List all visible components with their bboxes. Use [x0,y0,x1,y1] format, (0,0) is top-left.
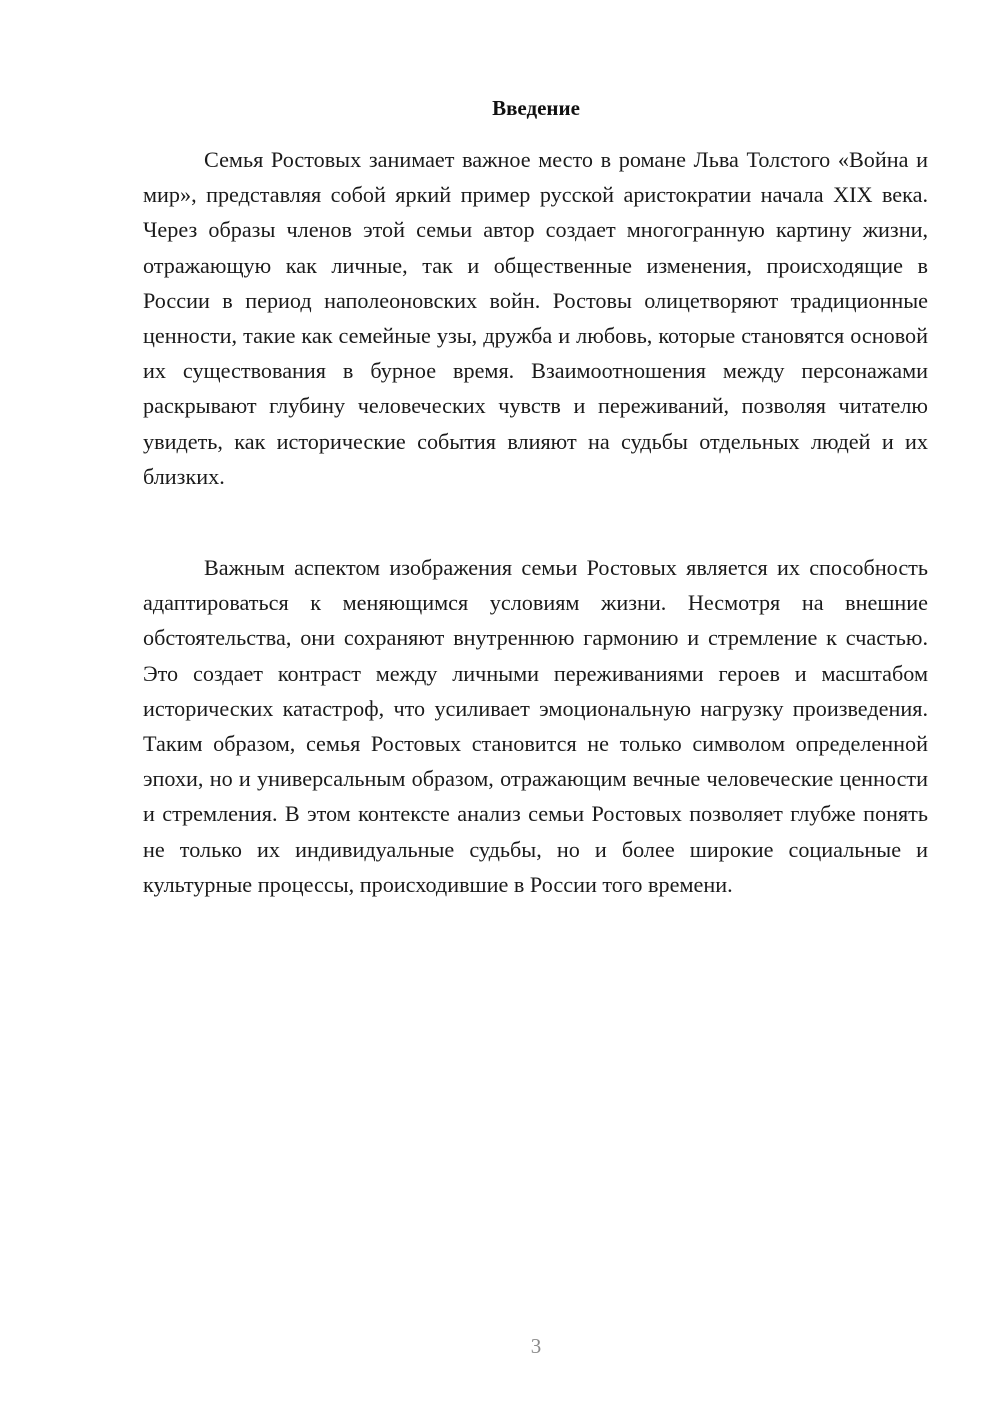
paragraph-2: Важным аспектом изображения семьи Ростовых является их способность адаптироваться к меняющимся условиям жизни. Несмотря на внешние обстоятельства, они сохраняют внутреннюю гармонию и стремление к счастью. Это создает контраст между личными переживаниями героев и масштабом исторических катастроф, что усиливает эмоциональную нагрузку произведения. Таким образом, семья Ростовых становится не только символом определенной эпохи, но и универсальным образом, отражающим вечные человеческие ценности и стремления. В этом контексте анализ семьи Ростовых позволяет глубже понять не только их индивидуальные судьбы, но и более широкие социальные и культурные процессы, происходившие в России того времени. [143,555,928,897]
section-heading: Введение [492,96,580,120]
paragraph-1: Семья Ростовых занимает важное место в романе Льва Толстого «Война и мир», представляя собой яркий пример русской аристократии начала XIX века. Через образы членов этой семьи автор создает многогранную картину жизни, отражающую как личные, так и общественные изменения, происходящие в России в период наполеоновских войн. Ростовы олицетворяют традиционные ценности, такие как семейные узы, дружба и любовь, которые становятся основой их существования в бурное время. Взаимоотношения между персонажами раскрывают глубину человеческих чувств и переживаний, позволяя читателю увидеть, как исторические события влияют на судьбы отдельных людей и их близких. [143,147,928,489]
page-number: 3 [530,1334,542,1358]
